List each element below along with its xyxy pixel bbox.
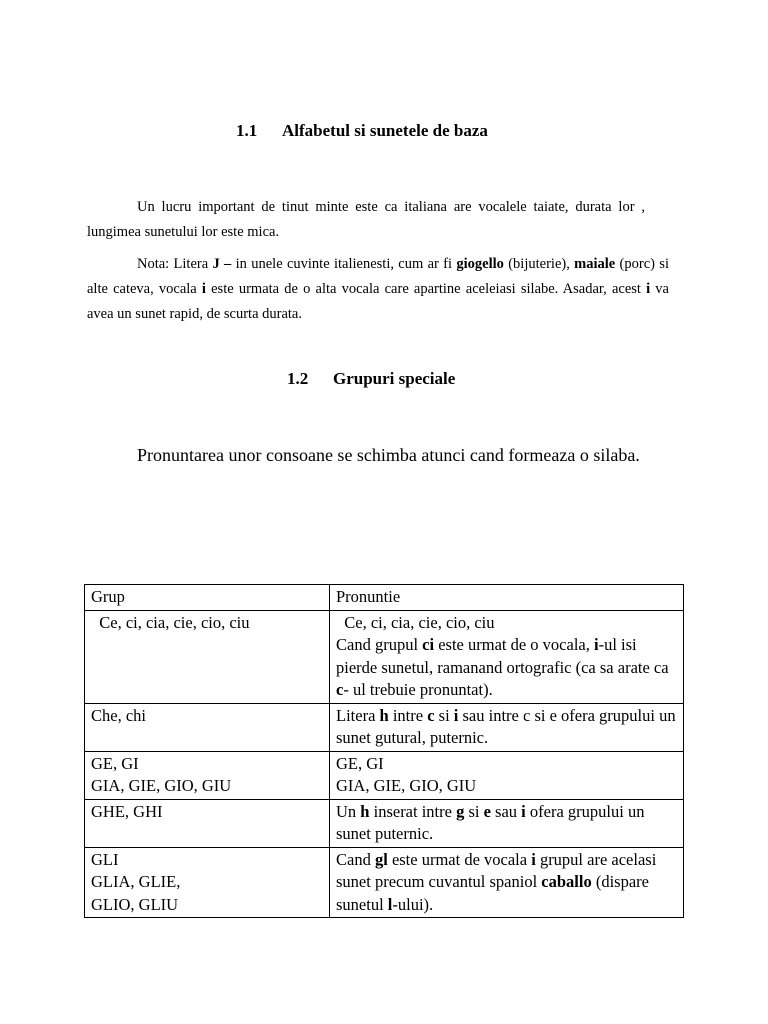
text-line: GLIA, GLIE, xyxy=(91,872,181,891)
text-span: ofera grupului un sunet puternic. xyxy=(336,801,645,843)
text-span: grupul are acelasi sunet precum cuvantul spaniol xyxy=(336,849,657,891)
section-title: Alfabetul si sunetele de baza xyxy=(282,121,488,140)
bold-span: gl xyxy=(374,849,388,869)
section-number: 1.1 xyxy=(236,121,258,140)
bold-span: i xyxy=(646,281,651,297)
bold-span: h xyxy=(379,705,389,725)
bold-span: c xyxy=(427,705,435,725)
text-span: sau intre c si e ofera grupului un sunet gutural, puternic. xyxy=(336,705,676,747)
text-span: -ul isi pierde sunetul, ramanand ortografic (ca sa arate ca xyxy=(336,635,669,677)
groups-table xyxy=(84,584,684,918)
text-span: Nota: Litera xyxy=(137,256,213,272)
section-title: Grupuri speciale xyxy=(333,369,456,388)
section-number: 1.2 xyxy=(287,369,309,388)
table-row xyxy=(85,799,684,847)
text-span: intre xyxy=(388,705,428,725)
text-span: si xyxy=(434,705,454,725)
text-line: GIA, GIE, GIO, GIU xyxy=(91,776,232,795)
group-cell: Che, chi xyxy=(85,703,330,751)
bold-span: caballo xyxy=(541,872,592,891)
text-line: GLI xyxy=(91,849,119,869)
group-cell xyxy=(85,847,330,918)
group-cell: GHE, GHI xyxy=(85,799,330,847)
bold-span: l xyxy=(387,894,393,914)
text-line: GLIO, GLIU xyxy=(91,894,179,914)
table-header-row xyxy=(85,585,684,611)
text-span: Un xyxy=(336,801,361,821)
table-row xyxy=(85,847,684,918)
group-cell xyxy=(85,751,330,799)
text-span: inserat intre xyxy=(369,801,457,821)
text-span: -ului). xyxy=(392,894,434,914)
pronunciation-cell xyxy=(330,703,684,751)
text-span: Cand grupul xyxy=(336,635,423,654)
bold-span: e xyxy=(483,801,491,821)
pronunciation-cell xyxy=(330,799,684,847)
header-cell: Pronuntie xyxy=(330,585,684,611)
text-line: GE, GI xyxy=(91,753,139,773)
text-span: va avea un sunet rapid, de scurta durata. xyxy=(87,281,669,322)
bold-span: i xyxy=(531,849,536,869)
bold-span: c xyxy=(336,680,344,699)
paragraph-groups: Pronuntarea unor consoane se schimba atunci cand formeaza o silaba. xyxy=(137,445,640,465)
text-line: Ce, ci, cia, cie, cio, ciu xyxy=(336,612,495,632)
bold-span: i xyxy=(453,705,459,725)
text-span: este urmat de vocala xyxy=(387,849,532,869)
table-row xyxy=(85,751,684,799)
text-span: este urmat de o vocala, xyxy=(434,635,594,654)
bold-span: h xyxy=(360,801,370,821)
text-span: Litera xyxy=(336,705,380,725)
text-span: este urmata de o alta vocala care apartine aceleiasi silabe. Asadar, acest xyxy=(205,281,647,297)
text-span: sau xyxy=(490,801,522,821)
section-heading-1-2 xyxy=(287,369,455,389)
bold-span: i xyxy=(201,281,206,297)
pronunciation-cell xyxy=(330,847,684,918)
bold-span: i xyxy=(594,635,599,654)
text-line: GIA, GIE, GIO, GIU xyxy=(336,776,477,795)
table-row xyxy=(85,703,684,751)
table-row xyxy=(85,610,684,703)
text-span: (bijuterie), xyxy=(503,256,575,272)
text-span: (porc) si alte cateva, vocala xyxy=(87,256,669,297)
section-heading-1-1 xyxy=(236,121,488,141)
group-cell: Ce, ci, cia, cie, cio, ciu xyxy=(85,610,330,703)
pronunciation-cell xyxy=(330,610,684,703)
text-span: in unele cuvinte italienesti, cum ar fi xyxy=(231,256,457,272)
bold-span: J – xyxy=(212,256,232,272)
text-line: GE, GI xyxy=(336,753,384,773)
pronunciation-cell xyxy=(330,751,684,799)
bold-span: giogello xyxy=(456,256,504,272)
header-cell: Grup xyxy=(85,585,330,611)
bold-span: i xyxy=(521,801,526,821)
bold-span: ci xyxy=(422,635,435,654)
bold-span: maiale xyxy=(574,256,616,272)
text-span: si xyxy=(464,801,484,821)
paragraph-note xyxy=(87,252,669,327)
bold-span: g xyxy=(456,801,465,821)
text-span: (dispare sunetul xyxy=(336,872,649,914)
text-span: - ul trebuie pronuntat). xyxy=(343,680,493,699)
text-span: Cand xyxy=(336,849,375,869)
paragraph-intro: Un lucru important de tinut minte este ca italiana are vocalele taiate, durata lor , lungimea sunetului lor este mica. xyxy=(87,199,645,240)
